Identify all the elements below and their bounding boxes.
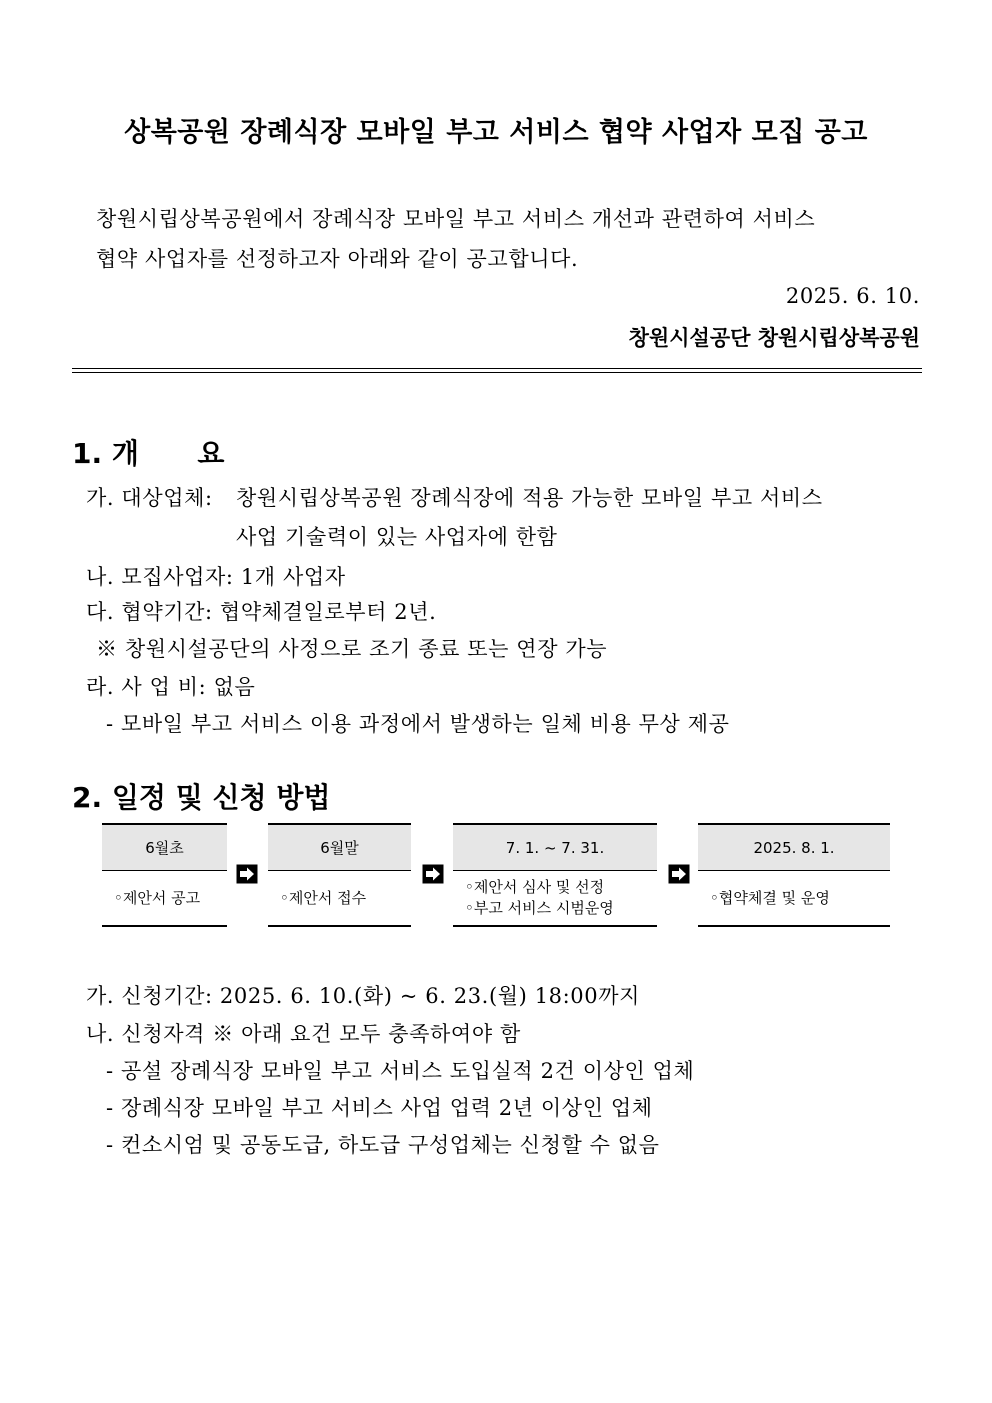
flow-step-2 bbox=[268, 823, 411, 927]
flow-step-3 bbox=[453, 823, 657, 927]
flow-step-head: 6월말 bbox=[268, 825, 411, 871]
note-item: ※ 창원시설공단의 사정으로 조기 종료 또는 연장 가능 bbox=[96, 637, 608, 661]
application-period: 가. 신청기간: 2025. 6. 10.(화) ~ 6. 23.(월) 18:00까지 bbox=[86, 984, 640, 1008]
flow-step-line: ◦제안서 접수 bbox=[280, 888, 367, 907]
right-arrow-icon bbox=[422, 864, 444, 884]
flow-step-line: ◦제안서 심사 및 선정 bbox=[465, 878, 605, 896]
intro-line-1: 창원시립상복공원에서 장례식장 모바일 부고 서비스 개선과 관련하여 서비스 bbox=[96, 207, 816, 231]
flow-step-1 bbox=[102, 823, 227, 927]
flow-step-4 bbox=[698, 823, 890, 927]
flow-step-head: 2025. 8. 1. bbox=[698, 825, 890, 871]
organization-name: 창원시설공단 창원시립상복공원 bbox=[628, 325, 920, 350]
intro-line-2: 협약 사업자를 선정하고자 아래와 같이 공고합니다. bbox=[96, 247, 579, 271]
eligibility-item-2: - 장례식장 모바일 부고 서비스 사업 업력 2년 이상인 업체 bbox=[106, 1096, 653, 1120]
flow-step-line: ◦협약체결 및 운영 bbox=[710, 888, 830, 907]
eligibility-item-1: - 공설 장례식장 모바일 부고 서비스 도입실적 2건 이상인 업체 bbox=[106, 1059, 695, 1083]
flow-step-body bbox=[698, 871, 890, 925]
ra-item: 라. 사 업 비: 없음 bbox=[86, 675, 256, 699]
double-divider bbox=[72, 368, 922, 373]
ga-text-2: 사업 기술력이 있는 사업자에 한함 bbox=[236, 525, 558, 549]
right-arrow-icon bbox=[668, 864, 690, 884]
right-arrow-icon bbox=[236, 864, 258, 884]
da-item: 다. 협약기간: 협약체결일로부터 2년. bbox=[86, 600, 437, 624]
flow-step-head: 7. 1. ~ 7. 31. bbox=[453, 825, 657, 871]
notice-date: 2025. 6. 10. bbox=[785, 284, 920, 308]
ra-sub-item: - 모바일 부고 서비스 이용 과정에서 발생하는 일체 비용 무상 제공 bbox=[106, 712, 730, 736]
flow-step-body bbox=[102, 871, 227, 925]
flow-step-body bbox=[268, 871, 411, 925]
flow-step-head: 6월초 bbox=[102, 825, 227, 871]
section1-heading: 1. 개 요 bbox=[72, 437, 225, 470]
ga-text-1: 창원시립상복공원 장례식장에 적용 가능한 모바일 부고 서비스 bbox=[236, 486, 823, 510]
flow-step-body bbox=[453, 871, 657, 925]
ga-label: 가. 대상업체: bbox=[86, 486, 213, 510]
flow-step-line: ◦제안서 공고 bbox=[114, 888, 201, 907]
flow-step-line: ◦부고 서비스 시범운영 bbox=[465, 899, 614, 917]
eligibility-item-3: - 컨소시엄 및 공동도급, 하도급 구성업체는 신청할 수 없음 bbox=[106, 1133, 660, 1157]
na-item: 나. 모집사업자: 1개 사업자 bbox=[86, 565, 346, 589]
eligibility-heading: 나. 신청자격 ※ 아래 요건 모두 충족하여야 함 bbox=[86, 1022, 521, 1046]
section2-heading: 2. 일정 및 신청 방법 bbox=[72, 781, 331, 814]
page-title: 상복공원 장례식장 모바일 부고 서비스 협약 사업자 모집 공고 bbox=[124, 117, 868, 148]
